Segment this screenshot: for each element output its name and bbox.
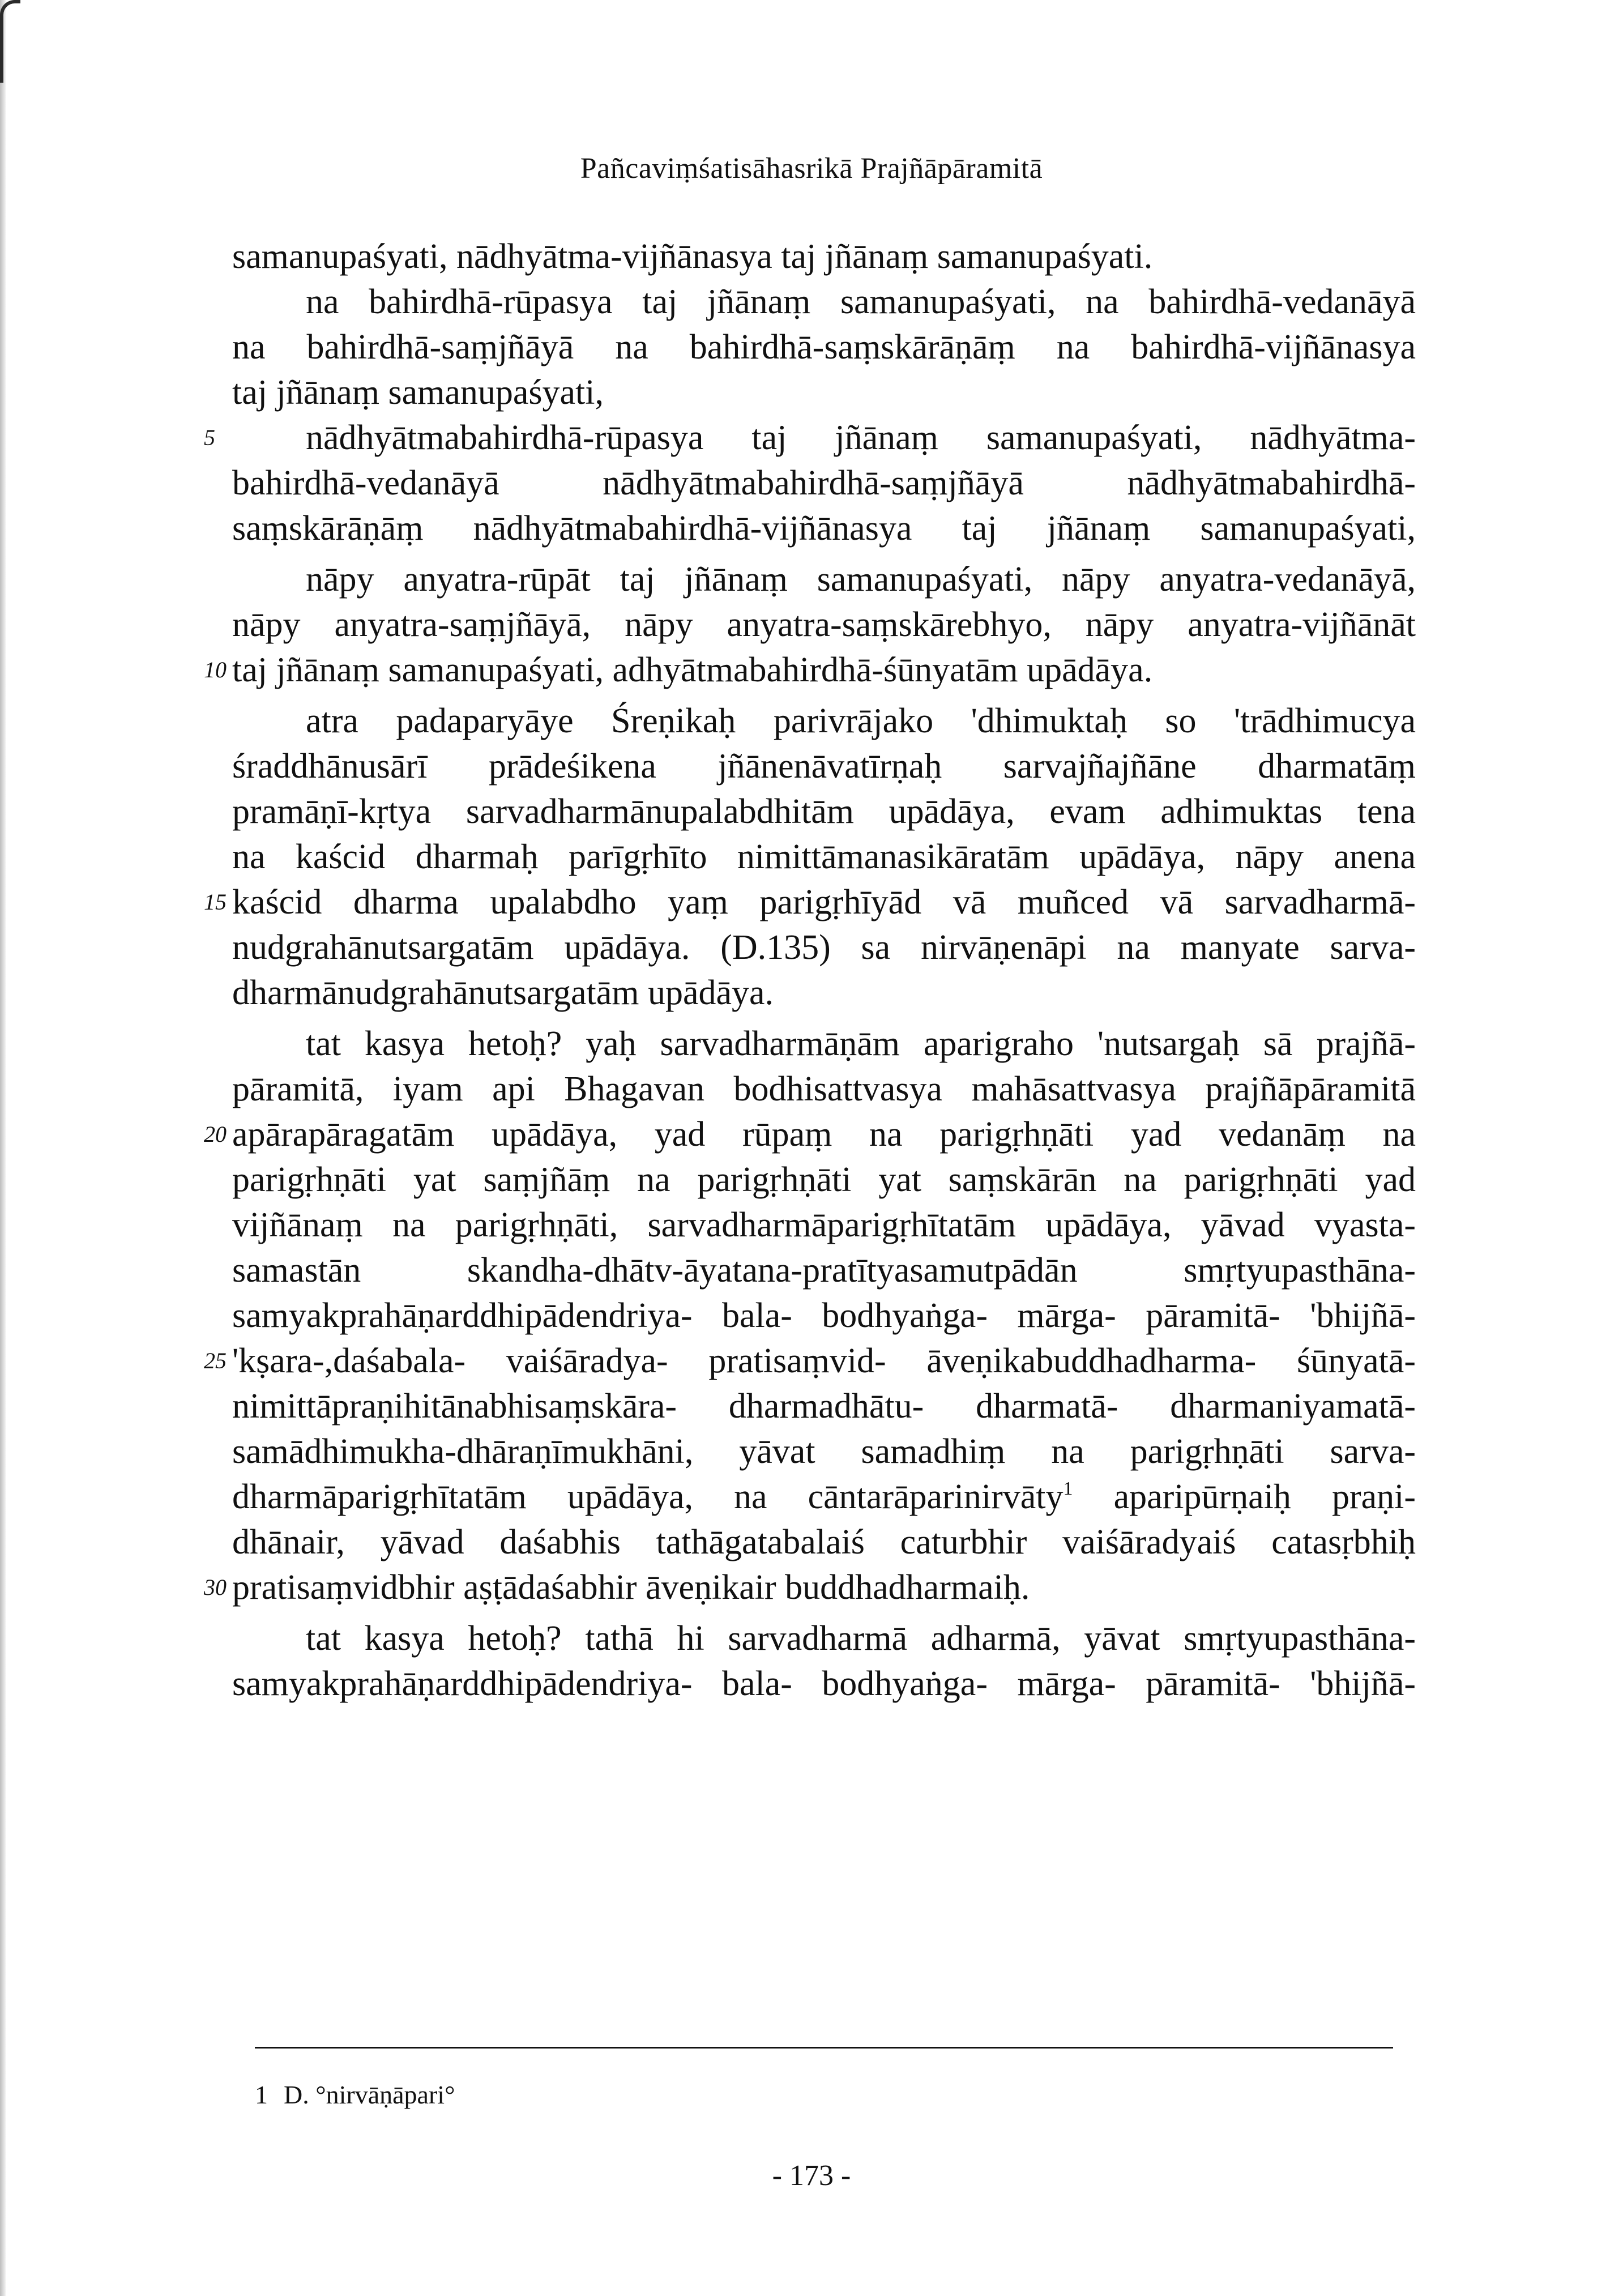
text-line: tat kasya hetoḥ? tathā hi sarvadharmā adharmā, yāvat smṛtyupasthāna- <box>306 1619 1416 1658</box>
text-line <box>232 1474 1416 1520</box>
footnote-ref: 1 <box>1063 1478 1073 1500</box>
line-number: 10 <box>204 657 227 682</box>
footnote-text: D. °nirvāṇāpari° <box>284 2080 455 2109</box>
text-line: nudgrahānutsargatām upādāya. (D.135) sa nirvāṇenāpi na manyate sarva- <box>232 928 1416 967</box>
scan-corner-mark <box>0 0 20 83</box>
text-line: śraddhānusārī prādeśikena jñānenāvatīrṇaḥ sarvajñajñāne dharmatāṃ <box>232 747 1416 786</box>
line-number: 25 <box>204 1348 227 1373</box>
page-number: - 173 - <box>772 2160 851 2192</box>
footnote-divider <box>255 2047 1393 2049</box>
line-number: 20 <box>204 1121 227 1147</box>
text-line: pāramitā, iyam api Bhagavan bodhisattvasya mahāsattvasya prajñāpāramitā <box>232 1070 1416 1108</box>
footnote <box>255 2080 455 2110</box>
text-line: dhānair, yāvad daśabhis tathāgatabalaiś caturbhir vaiśāradyaiś catasṛbhiḥ <box>232 1523 1416 1561</box>
text-line: taj jñānaṃ samanupaśyati, adhyātmabahirdhā-śūnyatām upādāya. <box>232 651 1153 689</box>
text-line: kaścid dharma upalabdho yaṃ parigṛhīyād vā muñced vā sarvadharmā- <box>232 883 1416 921</box>
text-line: na bahirdhā-rūpasya taj jñānaṃ samanupaśyati, na bahirdhā-vedanāyā <box>306 283 1416 321</box>
text-line: apārapāragatām upādāya, yad rūpaṃ na parigṛhṇāti yad vedanāṃ na <box>232 1115 1416 1154</box>
text-line: nādhyātmabahirdhā-rūpasya taj jñānaṃ samanupaśyati, nādhyātma- <box>306 419 1416 457</box>
line-number: 30 <box>204 1574 227 1600</box>
text-line: atra padaparyāye Śreṇikaḥ parivrājako 'dhimuktaḥ so 'trādhimucya <box>306 702 1416 740</box>
text-line: nimittāpraṇihitānabhisaṃskāra- dharmadhātu- dharmatā- dharmaniyamatā- <box>232 1387 1416 1426</box>
text-line: parigṛhṇāti yat saṃjñāṃ na parigṛhṇāti yat saṃskārān na parigṛhṇāti yad <box>232 1160 1416 1199</box>
text-line: samādhimukha-dhāraṇīmukhāni, yāvat samadhiṃ na parigṛhṇāti sarva- <box>232 1432 1416 1471</box>
text-line: samyakprahāṇarddhipādendriya- bala- bodhyaṅga- mārga- pāramitā- 'bhijñā- <box>232 1665 1416 1703</box>
line-number: 5 <box>204 425 215 450</box>
text-line: nāpy anyatra-rūpāt taj jñānaṃ samanupaśyati, nāpy anyatra-vedanāyā, <box>306 560 1416 599</box>
text-line: pramāṇī-kṛtya sarvadharmānupalabdhitām upādāya, evam adhimuktas tena <box>232 792 1416 831</box>
text-line-head: dharmāparigṛhītatām upādāya, na cāntarāparinirvāty <box>232 1478 1064 1516</box>
text-line: tat kasya hetoḥ? yaḥ sarvadharmāṇām aparigraho 'nutsargaḥ sā prajñā- <box>306 1025 1416 1063</box>
text-line: 'kṣara-,daśabala- vaiśāradya- pratisaṃvid- āveṇikabuddhadharma- śūnyatā- <box>232 1342 1416 1380</box>
text-line: pratisaṃvidbhir aṣṭādaśabhir āveṇikair buddhadharmaiḥ. <box>232 1568 1030 1607</box>
text-line: na bahirdhā-saṃjñāyā na bahirdhā-saṃskārāṇāṃ na bahirdhā-vijñānasya <box>232 328 1416 366</box>
line-number: 15 <box>204 889 227 915</box>
running-title: Pañcaviṃśatisāhasrikā Prajñāpāramitā <box>580 152 1043 185</box>
text-line: samanupaśyati, nādhyātma-vijñānasya taj jñānaṃ samanupaśyati. <box>232 237 1153 276</box>
text-line: vijñānaṃ na parigṛhṇāti, sarvadharmāparigṛhītatām upādāya, yāvad vyasta- <box>232 1206 1416 1244</box>
scan-edge <box>0 0 6 2296</box>
text-line: bahirdhā-vedanāyā nādhyātmabahirdhā-saṃjñāyā nādhyātmabahirdhā- <box>232 464 1416 502</box>
text-line: samyakprahāṇarddhipādendriya- bala- bodhyaṅga- mārga- pāramitā- 'bhijñā- <box>232 1296 1416 1335</box>
footnote-number: 1 <box>255 2080 268 2109</box>
text-line-tail: aparipūrṇaiḥ praṇi- <box>1073 1478 1416 1516</box>
text-line: samastān skandha-dhātv-āyatana-pratītyasamutpādān smṛtyupasthāna- <box>232 1251 1416 1290</box>
text-line: taj jñānaṃ samanupaśyati, <box>232 373 604 412</box>
text-line: nāpy anyatra-saṃjñāyā, nāpy anyatra-saṃskārebhyo, nāpy anyatra-vijñānāt <box>232 605 1416 644</box>
text-line: dharmānudgrahānutsargatām upādāya. <box>232 974 774 1012</box>
text-line: saṃskārāṇāṃ nādhyātmabahirdhā-vijñānasya taj jñānaṃ samanupaśyati, <box>232 509 1416 548</box>
text-line: na kaścid dharmaḥ parīgṛhīto nimittāmanasikāratām upādāya, nāpy anena <box>232 838 1416 876</box>
